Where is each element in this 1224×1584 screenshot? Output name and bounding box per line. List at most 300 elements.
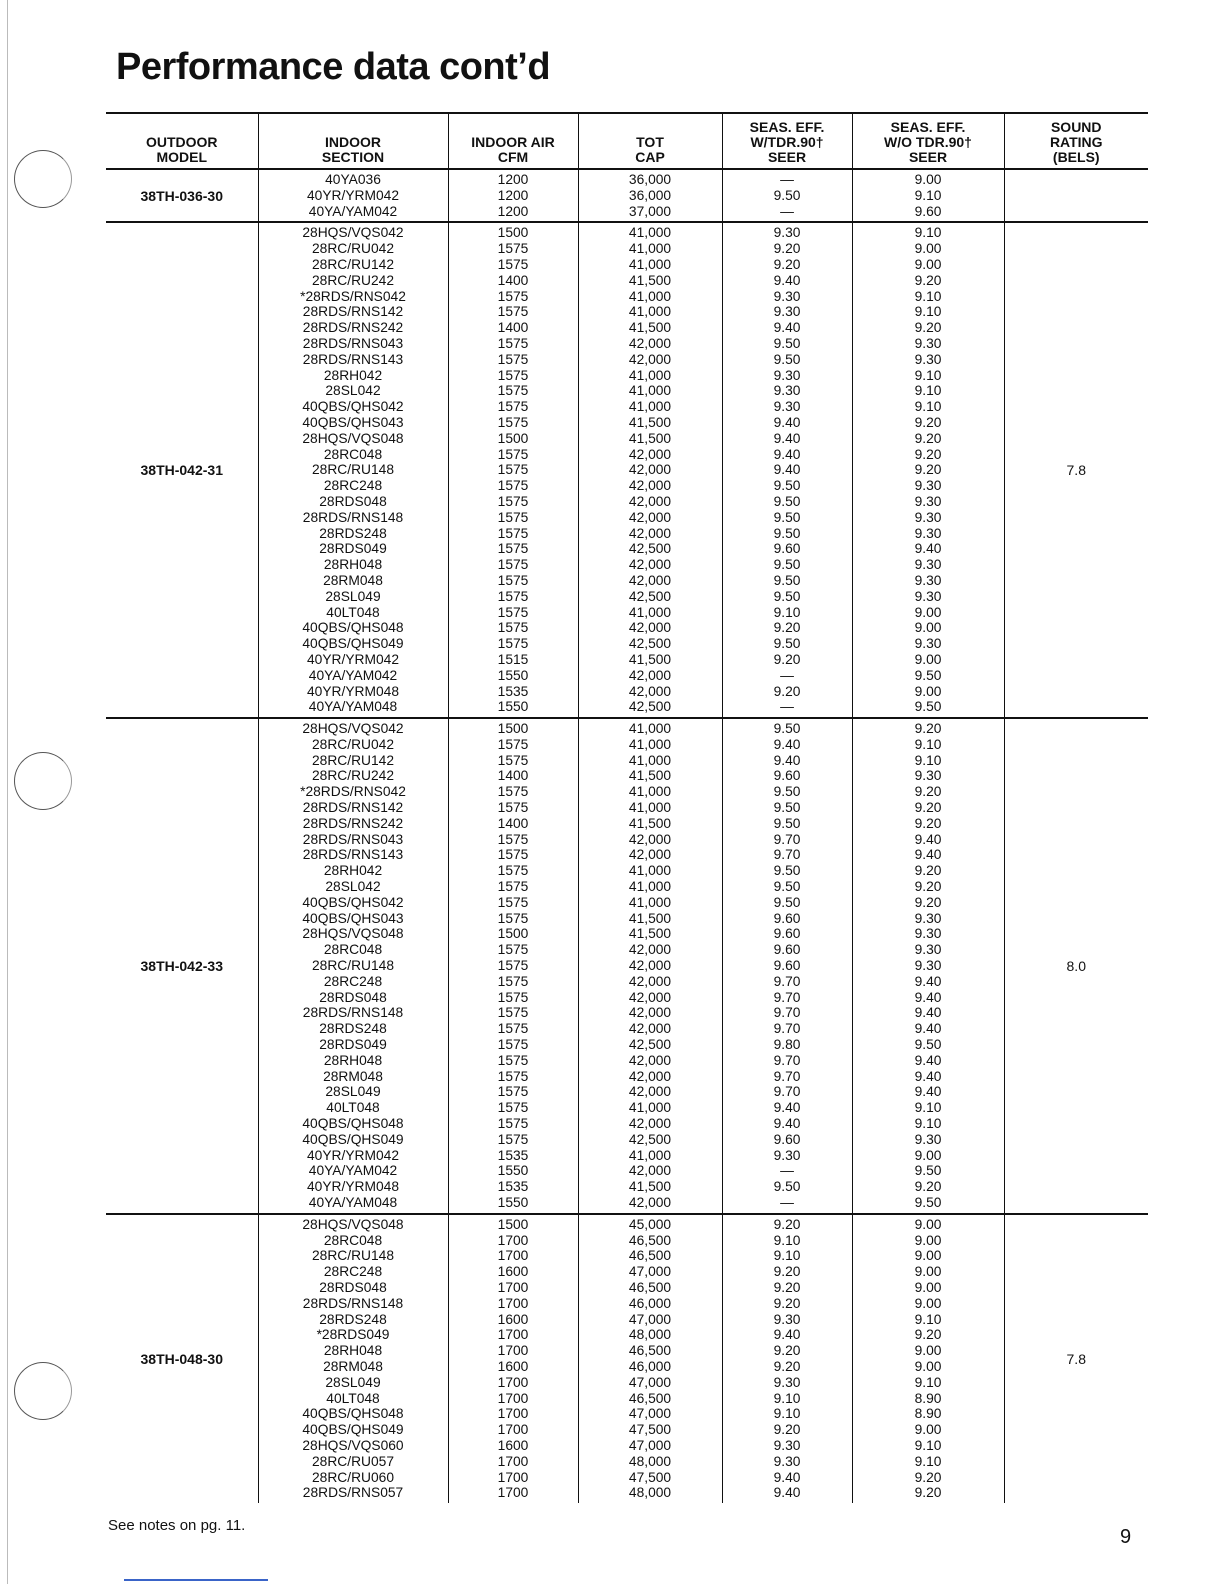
- seer-without-tdr-value: 9.20: [914, 863, 942, 879]
- seer-with-tdr-value: 9.50: [773, 187, 801, 203]
- indoor-air-cfm-value: 1575: [497, 1116, 529, 1132]
- seer-without-tdr-value: 9.30: [914, 525, 942, 541]
- tot-cap-value: 41,000: [628, 894, 672, 910]
- tot-cap-value: 41,000: [628, 752, 672, 768]
- tot-cap-value: 42,000: [628, 1084, 672, 1100]
- sound-rating-cell: 8.0: [1004, 718, 1148, 1214]
- seer-without-tdr-value: 9.40: [914, 847, 942, 863]
- tot-cap-value: 41,500: [628, 768, 672, 784]
- indoor-air-cfm-value: 1700: [497, 1295, 529, 1311]
- tot-cap-value: 48,000: [628, 1453, 672, 1469]
- seer-without-tdr-value: 9.10: [914, 736, 942, 752]
- indoor-air-cfm-value: 1550: [497, 699, 529, 715]
- seer-without-tdr-value: 9.30: [914, 926, 942, 942]
- seer-without-tdr-value: 9.30: [914, 335, 942, 351]
- seer-without-tdr-value: 9.00: [914, 172, 942, 187]
- tot-cap-value: 41,000: [628, 604, 672, 620]
- indoor-air-cfm-value: 1575: [497, 241, 529, 257]
- indoor-section-value: 28RDS048: [319, 493, 387, 509]
- indoor-air-cfm-value: 1400: [497, 320, 529, 336]
- tot-cap-value: 41,000: [628, 399, 672, 415]
- binder-hole-bottom: [14, 1362, 72, 1420]
- indoor-air-cfm-value: 1550: [497, 1195, 529, 1210]
- indoor-air-cfm-value: 1575: [497, 304, 529, 320]
- indoor-air-cfm-value: 1700: [497, 1390, 529, 1406]
- outdoor-model-cell: 38TH-048-30: [140, 1350, 223, 1367]
- tot-cap-value: 48,000: [628, 1327, 672, 1343]
- tot-cap-value: 41,500: [628, 272, 672, 288]
- tot-cap-value: 42,000: [628, 831, 672, 847]
- indoor-section-value: 28HQS/VQS048: [302, 926, 404, 942]
- indoor-air-cfm-cell: [448, 222, 578, 718]
- seer-without-tdr-value: 9.30: [914, 768, 942, 784]
- header-indoor-air-cfm: INDOOR AIR CFM: [448, 113, 578, 169]
- tot-cap-value: 41,000: [628, 1100, 672, 1116]
- seer-with-tdr-cell: [722, 169, 852, 222]
- seer-with-tdr-value: 9.20: [773, 241, 801, 257]
- seer-with-tdr-value: 9.70: [773, 1084, 801, 1100]
- indoor-section-value: *28RDS049: [316, 1327, 390, 1343]
- indoor-air-cfm-value: 1575: [497, 800, 529, 816]
- seer-without-tdr-value: 9.10: [914, 367, 942, 383]
- seer-without-tdr-cell: [852, 718, 1004, 1214]
- indoor-air-cfm-value: 1575: [497, 509, 529, 525]
- indoor-air-cfm-value: 1700: [497, 1343, 529, 1359]
- tot-cap-value: 47,000: [628, 1311, 672, 1327]
- tot-cap-value: 41,500: [628, 651, 672, 667]
- seer-without-tdr-cell: [852, 169, 1004, 222]
- header-sound-rating: SOUND RATING (BELS): [1004, 113, 1148, 169]
- seer-with-tdr-value: 9.40: [773, 320, 801, 336]
- indoor-air-cfm-value: 1400: [497, 768, 529, 784]
- indoor-section-value: 28RDS/RNS143: [302, 847, 404, 863]
- indoor-air-cfm-value: 1700: [497, 1406, 529, 1422]
- tot-cap-value: 45,000: [628, 1216, 672, 1232]
- indoor-section-value: 28RH048: [323, 1343, 383, 1359]
- seer-with-tdr-value: 9.10: [773, 1390, 801, 1406]
- seer-with-tdr-value: 9.50: [773, 351, 801, 367]
- indoor-section-value: 28RDS/RNS148: [302, 1295, 404, 1311]
- seer-without-tdr-value: 9.40: [914, 973, 942, 989]
- tot-cap-value: 46,500: [628, 1390, 672, 1406]
- tot-cap-value: 47,000: [628, 1264, 672, 1280]
- indoor-air-cfm-value: 1575: [497, 572, 529, 588]
- indoor-air-cfm-cell: [448, 169, 578, 222]
- seer-with-tdr-value: 9.20: [773, 256, 801, 272]
- seer-without-tdr-value: 9.50: [914, 1037, 942, 1053]
- indoor-air-cfm-value: 1575: [497, 1068, 529, 1084]
- seer-without-tdr-value: 9.10: [914, 304, 942, 320]
- seer-without-tdr-value: 9.00: [914, 620, 942, 636]
- indoor-section-value: 40YR/YRM048: [306, 683, 400, 699]
- tot-cap-value: 42,000: [628, 1068, 672, 1084]
- outdoor-model-cell: 38TH-042-33: [106, 718, 258, 1214]
- indoor-section-value: 40QBS/QHS042: [302, 399, 404, 415]
- seer-with-tdr-value: 9.70: [773, 1052, 801, 1068]
- seer-without-tdr-value: 9.10: [914, 1311, 942, 1327]
- tot-cap-value: 41,000: [628, 863, 672, 879]
- indoor-section-value: 28RDS/RNS242: [302, 815, 404, 831]
- tot-cap-value: 42,000: [628, 1052, 672, 1068]
- seer-with-tdr-value: 9.50: [773, 636, 801, 652]
- seer-with-tdr-value: —: [780, 699, 794, 715]
- seer-with-tdr-value: 9.50: [773, 863, 801, 879]
- tot-cap-value: 41,000: [628, 383, 672, 399]
- indoor-air-cfm-value: 1500: [497, 1216, 529, 1232]
- seer-without-tdr-value: 9.20: [914, 272, 942, 288]
- indoor-section-value: 28RDS049: [319, 541, 387, 557]
- indoor-air-cfm-value: 1575: [497, 588, 529, 604]
- seer-without-tdr-value: 9.10: [914, 225, 942, 241]
- indoor-section-value: 28RC248: [323, 1264, 383, 1280]
- indoor-air-cfm-value: 1575: [497, 351, 529, 367]
- tot-cap-value: 41,500: [628, 910, 672, 926]
- seer-without-tdr-value: 9.00: [914, 1358, 942, 1374]
- seer-without-tdr-value: 9.00: [914, 1232, 942, 1248]
- seer-without-tdr-value: 9.20: [914, 784, 942, 800]
- seer-with-tdr-value: 9.40: [773, 1469, 801, 1485]
- seer-without-tdr-value: 9.10: [914, 1116, 942, 1132]
- seer-with-tdr-value: 9.60: [773, 958, 801, 974]
- indoor-section-value: *28RDS/RNS042: [300, 288, 406, 304]
- indoor-air-cfm-value: 1575: [497, 288, 529, 304]
- tot-cap-value: 42,500: [628, 699, 672, 715]
- performance-table: [106, 112, 1148, 1503]
- seer-with-tdr-value: 9.20: [773, 1295, 801, 1311]
- page-edge: [7, 0, 8, 1584]
- indoor-section-cell: [258, 222, 448, 718]
- seer-with-tdr-value: —: [780, 172, 794, 187]
- indoor-air-cfm-value: 1535: [497, 683, 529, 699]
- tot-cap-value: 42,000: [628, 1005, 672, 1021]
- indoor-section-value: 28RC/RU242: [311, 272, 395, 288]
- seer-without-tdr-value: 9.10: [914, 1374, 942, 1390]
- tot-cap-value: 41,000: [628, 879, 672, 895]
- indoor-air-cfm-value: 1575: [497, 335, 529, 351]
- indoor-air-cfm-value: 1575: [497, 847, 529, 863]
- seer-with-tdr-value: 9.50: [773, 1179, 801, 1195]
- indoor-section-value: 28RH042: [323, 863, 383, 879]
- indoor-section-value: 40QBS/QHS048: [302, 620, 404, 636]
- seer-without-tdr-value: 9.30: [914, 478, 942, 494]
- tot-cap-value: 36,000: [628, 187, 672, 203]
- indoor-section-value: 28RC/RU042: [311, 736, 395, 752]
- binder-hole-top: [14, 150, 72, 208]
- seer-without-tdr-value: 9.40: [914, 541, 942, 557]
- seer-with-tdr-cell: [722, 718, 852, 1214]
- seer-with-tdr-value: 9.30: [773, 367, 801, 383]
- tot-cap-value: 42,500: [628, 636, 672, 652]
- indoor-air-cfm-value: 1575: [497, 831, 529, 847]
- tot-cap-value: 42,000: [628, 683, 672, 699]
- seer-without-tdr-value: 9.30: [914, 942, 942, 958]
- seer-without-tdr-value: 9.10: [914, 187, 942, 203]
- seer-without-tdr-value: 9.10: [914, 383, 942, 399]
- indoor-air-cfm-value: 1600: [497, 1437, 529, 1453]
- indoor-section-value: 28SL042: [325, 879, 381, 895]
- seer-with-tdr-value: 9.70: [773, 1068, 801, 1084]
- indoor-air-cfm-value: 1575: [497, 1005, 529, 1021]
- indoor-section-value: 28RC/RU142: [311, 752, 395, 768]
- seer-with-tdr-value: 9.30: [773, 1453, 801, 1469]
- seer-without-tdr-value: 9.10: [914, 1437, 942, 1453]
- seer-without-tdr-value: 9.00: [914, 683, 942, 699]
- indoor-air-cfm-value: 1575: [497, 256, 529, 272]
- seer-without-tdr-value: 9.00: [914, 241, 942, 257]
- tot-cap-value: 47,000: [628, 1374, 672, 1390]
- seer-without-tdr-value: 9.00: [914, 1422, 942, 1438]
- indoor-section-value: 28RC/RU042: [311, 241, 395, 257]
- indoor-section-value: 28RDS/RNS148: [302, 1005, 404, 1021]
- seer-without-tdr-value: 9.30: [914, 351, 942, 367]
- indoor-section-value: 40QBS/QHS049: [302, 1422, 404, 1438]
- seer-with-tdr-cell: [722, 1214, 852, 1503]
- tot-cap-value: 42,000: [628, 462, 672, 478]
- seer-without-tdr-value: 9.00: [914, 1264, 942, 1280]
- header-tot-cap: TOT CAP: [578, 113, 722, 169]
- indoor-section-value: 28RC/RU148: [311, 958, 395, 974]
- seer-without-tdr-value: 9.20: [914, 1485, 942, 1501]
- indoor-air-cfm-value: 1515: [497, 651, 529, 667]
- indoor-air-cfm-value: 1400: [497, 815, 529, 831]
- indoor-section-value: 28SL042: [325, 383, 381, 399]
- indoor-section-value: 28RH048: [323, 557, 383, 573]
- seer-with-tdr-value: 9.20: [773, 1358, 801, 1374]
- table-body: [106, 169, 1148, 1503]
- indoor-section-value: 40YR/YRM048: [306, 1179, 400, 1195]
- seer-with-tdr-value: 9.30: [773, 288, 801, 304]
- seer-without-tdr-value: 9.20: [914, 446, 942, 462]
- indoor-air-cfm-value: 1700: [497, 1327, 529, 1343]
- seer-with-tdr-value: 9.70: [773, 831, 801, 847]
- indoor-section-value: 28RDS/RNS142: [302, 800, 404, 816]
- indoor-air-cfm-value: 1575: [497, 414, 529, 430]
- seer-with-tdr-value: 9.70: [773, 973, 801, 989]
- tot-cap-value: 42,000: [628, 1195, 672, 1210]
- indoor-air-cfm-value: 1200: [497, 203, 529, 219]
- indoor-section-value: 40QBS/QHS042: [302, 894, 404, 910]
- indoor-section-value: 40LT048: [326, 1100, 380, 1116]
- seer-without-tdr-value: 9.10: [914, 1100, 942, 1116]
- indoor-section-value: 28SL049: [325, 588, 381, 604]
- seer-with-tdr-value: 9.60: [773, 768, 801, 784]
- indoor-air-cfm-value: 1575: [497, 1037, 529, 1053]
- seer-without-tdr-value: 9.50: [914, 1163, 942, 1179]
- tot-cap-value: 42,000: [628, 335, 672, 351]
- seer-with-tdr-value: 9.50: [773, 478, 801, 494]
- indoor-air-cfm-value: 1600: [497, 1264, 529, 1280]
- seer-with-tdr-value: 9.40: [773, 462, 801, 478]
- indoor-section-value: 28SL049: [325, 1374, 381, 1390]
- indoor-section-value: 28RDS/RNS242: [302, 320, 404, 336]
- indoor-section-value: 28HQS/VQS042: [302, 225, 404, 241]
- seer-with-tdr-value: 9.40: [773, 752, 801, 768]
- table-group-row: [106, 222, 1148, 718]
- seer-without-tdr-value: 9.30: [914, 557, 942, 573]
- seer-with-tdr-value: 9.70: [773, 1021, 801, 1037]
- indoor-section-cell: [258, 1214, 448, 1503]
- indoor-section-value: 28RDS/RNS142: [302, 304, 404, 320]
- indoor-section-value: 28RDS048: [319, 989, 387, 1005]
- seer-without-tdr-value: 9.20: [914, 894, 942, 910]
- table-group-row: [106, 718, 1148, 1214]
- tot-cap-value: 41,500: [628, 430, 672, 446]
- tot-cap-value: 47,500: [628, 1469, 672, 1485]
- header-indoor-section: INDOOR SECTION: [258, 113, 448, 169]
- seer-without-tdr-cell: [852, 1214, 1004, 1503]
- seer-without-tdr-value: 9.50: [914, 699, 942, 715]
- tot-cap-value: 41,000: [628, 1147, 672, 1163]
- decorative-blue-line: [124, 1579, 268, 1581]
- indoor-air-cfm-value: 1200: [497, 187, 529, 203]
- seer-with-tdr-value: —: [780, 667, 794, 683]
- indoor-section-value: 28RDS/RNS043: [302, 335, 404, 351]
- tot-cap-value: 42,500: [628, 1037, 672, 1053]
- indoor-section-value: 28RDS049: [319, 1037, 387, 1053]
- tot-cap-value: 42,000: [628, 1116, 672, 1132]
- header-seer-with-tdr: SEAS. EFF. W/TDR.90† SEER: [722, 113, 852, 169]
- tot-cap-value: 46,000: [628, 1358, 672, 1374]
- indoor-air-cfm-value: 1575: [497, 973, 529, 989]
- indoor-section-value: 40YA/YAM042: [308, 203, 398, 219]
- seer-without-tdr-value: 9.30: [914, 958, 942, 974]
- header-seer-without-tdr: SEAS. EFF. W/O TDR.90† SEER: [852, 113, 1004, 169]
- seer-with-tdr-value: 9.40: [773, 1485, 801, 1501]
- tot-cap-value: 41,000: [628, 367, 672, 383]
- seer-with-tdr-value: 9.10: [773, 1232, 801, 1248]
- tot-cap-value: 41,000: [628, 256, 672, 272]
- seer-without-tdr-value: 9.40: [914, 1068, 942, 1084]
- indoor-air-cfm-value: 1600: [497, 1311, 529, 1327]
- indoor-section-value: 40LT048: [326, 1390, 380, 1406]
- seer-with-tdr-value: 9.40: [773, 1327, 801, 1343]
- indoor-section-value: 28RC/RU242: [311, 768, 395, 784]
- tot-cap-value: 42,000: [628, 958, 672, 974]
- seer-with-tdr-value: 9.30: [773, 304, 801, 320]
- indoor-air-cfm-value: 1700: [497, 1232, 529, 1248]
- seer-with-tdr-value: 9.30: [773, 1437, 801, 1453]
- seer-with-tdr-value: 9.20: [773, 620, 801, 636]
- indoor-section-value: 28RM048: [323, 1068, 383, 1084]
- indoor-section-value: 40YA/YAM048: [308, 1195, 398, 1210]
- indoor-air-cfm-value: 1575: [497, 462, 529, 478]
- seer-with-tdr-value: 9.50: [773, 894, 801, 910]
- seer-with-tdr-value: 9.50: [773, 557, 801, 573]
- indoor-section-value: 40QBS/QHS048: [302, 1406, 404, 1422]
- seer-without-tdr-value: 8.90: [914, 1406, 942, 1422]
- seer-with-tdr-value: 9.70: [773, 1005, 801, 1021]
- indoor-section-value: 40YR/YRM042: [306, 1147, 400, 1163]
- table-group-row: [106, 169, 1148, 222]
- indoor-section-value: 28RC248: [323, 478, 383, 494]
- indoor-section-value: 28RM048: [323, 1358, 383, 1374]
- indoor-section-value: 28RH042: [323, 367, 383, 383]
- seer-with-tdr-value: 9.40: [773, 430, 801, 446]
- tot-cap-value: 46,500: [628, 1343, 672, 1359]
- tot-cap-value: 47,000: [628, 1437, 672, 1453]
- seer-without-tdr-value: 9.60: [914, 203, 942, 219]
- seer-without-tdr-value: 9.00: [914, 1343, 942, 1359]
- indoor-section-value: 28RDS/RNS143: [302, 351, 404, 367]
- indoor-air-cfm-cell: [448, 718, 578, 1214]
- indoor-air-cfm-value: 1500: [497, 721, 529, 737]
- tot-cap-cell: [578, 222, 722, 718]
- seer-without-tdr-value: 9.30: [914, 636, 942, 652]
- indoor-section-value: 28RDS248: [319, 1311, 387, 1327]
- indoor-air-cfm-value: 1575: [497, 383, 529, 399]
- indoor-section-value: 40YA/YAM042: [308, 667, 398, 683]
- seer-with-tdr-value: 9.10: [773, 604, 801, 620]
- tot-cap-value: 42,000: [628, 1163, 672, 1179]
- seer-without-tdr-value: 9.20: [914, 800, 942, 816]
- page-title: Performance data cont’d: [116, 46, 551, 88]
- indoor-air-cfm-value: 1700: [497, 1279, 529, 1295]
- indoor-section-value: 28RDS/RNS043: [302, 831, 404, 847]
- seer-without-tdr-value: 9.20: [914, 1179, 942, 1195]
- tot-cap-value: 41,500: [628, 414, 672, 430]
- indoor-section-value: 28RC/RU057: [311, 1453, 395, 1469]
- seer-with-tdr-value: 9.20: [773, 683, 801, 699]
- seer-with-tdr-value: 9.20: [773, 1279, 801, 1295]
- indoor-air-cfm-value: 1575: [497, 604, 529, 620]
- seer-with-tdr-value: 9.20: [773, 1264, 801, 1280]
- indoor-section-value: 40QBS/QHS049: [302, 636, 404, 652]
- seer-with-tdr-cell: [722, 222, 852, 718]
- seer-without-tdr-value: 9.40: [914, 1021, 942, 1037]
- indoor-air-cfm-value: 1400: [497, 272, 529, 288]
- sound-rating-cell: [1004, 169, 1148, 222]
- seer-with-tdr-value: 9.40: [773, 446, 801, 462]
- indoor-section-value: 28RC/RU142: [311, 256, 395, 272]
- seer-with-tdr-value: 9.20: [773, 1422, 801, 1438]
- indoor-air-cfm-value: 1575: [497, 1052, 529, 1068]
- seer-with-tdr-value: 9.40: [773, 1100, 801, 1116]
- indoor-air-cfm-value: 1575: [497, 958, 529, 974]
- indoor-air-cfm-value: 1500: [497, 926, 529, 942]
- indoor-section-value: 40YA/YAM048: [308, 699, 398, 715]
- seer-with-tdr-value: 9.30: [773, 225, 801, 241]
- tot-cap-value: 41,500: [628, 815, 672, 831]
- tot-cap-value: 46,000: [628, 1295, 672, 1311]
- indoor-air-cfm-value: 1575: [497, 894, 529, 910]
- tot-cap-value: 41,000: [628, 288, 672, 304]
- tot-cap-value: 42,500: [628, 1131, 672, 1147]
- indoor-air-cfm-value: 1575: [497, 752, 529, 768]
- seer-with-tdr-value: 9.60: [773, 926, 801, 942]
- indoor-air-cfm-value: 1575: [497, 1084, 529, 1100]
- seer-with-tdr-value: 9.30: [773, 1147, 801, 1163]
- seer-without-tdr-value: 9.00: [914, 651, 942, 667]
- seer-with-tdr-value: 9.70: [773, 989, 801, 1005]
- seer-without-tdr-value: 9.20: [914, 320, 942, 336]
- table-group-row: [106, 1214, 1148, 1503]
- indoor-air-cfm-value: 1575: [497, 784, 529, 800]
- indoor-air-cfm-value: 1550: [497, 667, 529, 683]
- tot-cap-value: 36,000: [628, 172, 672, 187]
- seer-without-tdr-value: 9.20: [914, 1327, 942, 1343]
- header-outdoor-model: OUTDOOR MODEL: [106, 113, 258, 169]
- indoor-air-cfm-value: 1700: [497, 1422, 529, 1438]
- indoor-air-cfm-value: 1575: [497, 942, 529, 958]
- seer-with-tdr-value: 9.30: [773, 383, 801, 399]
- tot-cap-value: 46,500: [628, 1279, 672, 1295]
- seer-with-tdr-value: 9.20: [773, 1343, 801, 1359]
- tot-cap-value: 48,000: [628, 1485, 672, 1501]
- indoor-section-value: 28RC048: [323, 446, 383, 462]
- seer-without-tdr-value: 9.40: [914, 1052, 942, 1068]
- seer-without-tdr-value: 9.40: [914, 1005, 942, 1021]
- indoor-air-cfm-value: 1700: [497, 1469, 529, 1485]
